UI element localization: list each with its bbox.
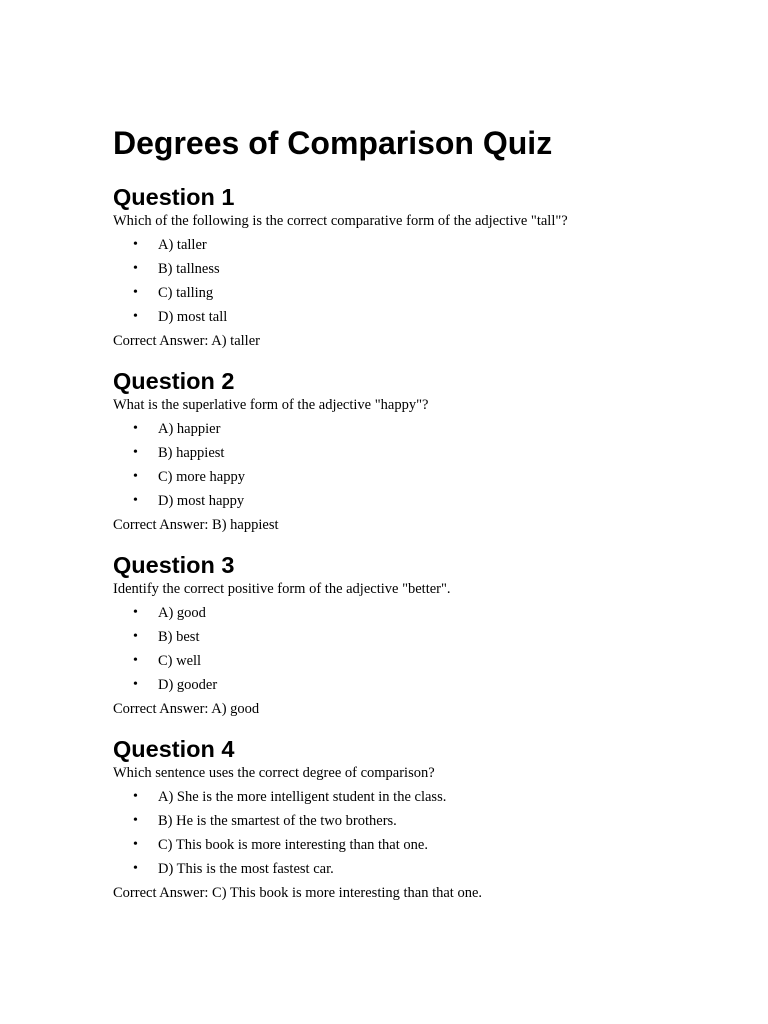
option-label: A) good — [158, 605, 206, 621]
option-label: D) most happy — [158, 493, 245, 509]
question-heading: Question 3 — [113, 552, 235, 578]
option-label: B) He is the smartest of the two brothers. — [158, 813, 397, 829]
option-label: B) best — [158, 629, 200, 645]
option-label: B) happiest — [158, 445, 225, 461]
question-text: Which sentence uses the correct degree of comparison? — [113, 765, 435, 781]
option-label: C) more happy — [158, 469, 245, 485]
bullet-icon: • — [133, 837, 138, 852]
option-label: A) She is the more intelligent student in the class. — [158, 789, 447, 805]
options-list — [113, 419, 733, 511]
option-item — [113, 603, 733, 623]
question-heading: Question 1 — [113, 184, 235, 210]
option-item — [113, 651, 733, 671]
option-item — [113, 811, 733, 831]
bullet-icon: • — [133, 493, 138, 508]
bullet-icon: • — [133, 629, 138, 644]
option-item — [113, 835, 733, 855]
bullet-icon: • — [133, 861, 138, 876]
option-label: B) tallness — [158, 261, 220, 277]
question-text: Which of the following is the correct comparative form of the adjective "tall"? — [113, 213, 568, 229]
option-label: C) talling — [158, 285, 214, 301]
option-label: A) taller — [158, 237, 207, 253]
bullet-icon: • — [133, 653, 138, 668]
option-item — [113, 419, 733, 439]
correct-answer: Correct Answer: A) good — [113, 701, 260, 717]
question-2 — [113, 367, 733, 535]
option-item — [113, 283, 733, 303]
option-item — [113, 787, 733, 807]
question-1 — [113, 183, 733, 351]
bullet-icon: • — [133, 469, 138, 484]
bullet-icon: • — [133, 285, 138, 300]
bullet-icon: • — [133, 237, 138, 252]
options-list — [113, 603, 733, 695]
options-list — [113, 787, 733, 879]
option-label: C) This book is more interesting than that one. — [158, 837, 428, 853]
bullet-icon: • — [133, 445, 138, 460]
option-item — [113, 491, 733, 511]
page-title: Degrees of Comparison Quiz — [113, 125, 553, 161]
option-item — [113, 235, 733, 255]
option-item — [113, 443, 733, 463]
bullet-icon: • — [133, 421, 138, 436]
option-label: D) gooder — [158, 677, 218, 693]
question-4 — [113, 735, 733, 903]
option-label: D) This is the most fastest car. — [158, 861, 334, 877]
bullet-icon: • — [133, 789, 138, 804]
correct-answer: Correct Answer: A) taller — [113, 333, 260, 349]
question-heading: Question 2 — [113, 368, 235, 394]
option-label: C) well — [158, 653, 202, 669]
option-label: A) happier — [158, 421, 221, 437]
question-text: Identify the correct positive form of the adjective "better". — [113, 581, 451, 597]
option-item — [113, 259, 733, 279]
quiz-document — [113, 124, 733, 903]
option-item — [113, 307, 733, 327]
question-heading: Question 4 — [113, 736, 235, 762]
options-list — [113, 235, 733, 327]
correct-answer: Correct Answer: C) This book is more interesting than that one. — [113, 885, 483, 901]
question-text: What is the superlative form of the adjective "happy"? — [113, 397, 429, 413]
bullet-icon: • — [133, 309, 138, 324]
bullet-icon: • — [133, 677, 138, 692]
option-item — [113, 627, 733, 647]
option-label: D) most tall — [158, 309, 228, 325]
bullet-icon: • — [133, 813, 138, 828]
correct-answer: Correct Answer: B) happiest — [113, 517, 279, 533]
bullet-icon: • — [133, 261, 138, 276]
option-item — [113, 467, 733, 487]
question-3 — [113, 551, 733, 719]
option-item — [113, 859, 733, 879]
option-item — [113, 675, 733, 695]
bullet-icon: • — [133, 605, 138, 620]
